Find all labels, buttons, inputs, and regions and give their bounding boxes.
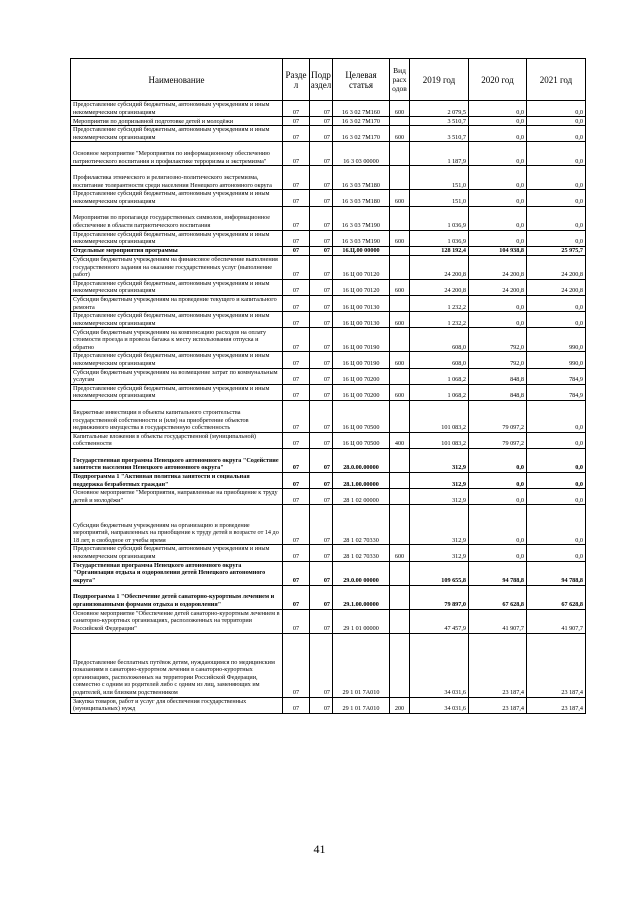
row-celevaya: 16 3 02 7М170 xyxy=(333,117,390,126)
row-celevaya: 16.Ц.00 00000 xyxy=(333,246,390,255)
row-celevaya: 16 Ц 00 70190 xyxy=(333,352,390,368)
row-podrazdel: 07 xyxy=(310,585,333,609)
row-podrazdel: 07 xyxy=(310,633,333,697)
row-2019: 1 232,2 xyxy=(410,295,469,311)
table-row xyxy=(71,206,586,230)
row-razdel: 07 xyxy=(283,505,310,545)
row-celevaya: 16 3 03 7М180 xyxy=(333,166,390,190)
table-row xyxy=(71,432,586,448)
table-row xyxy=(71,585,586,609)
row-2020: 79 097,2 xyxy=(469,400,527,432)
row-2021: 25 975,7 xyxy=(527,246,586,255)
row-2020: 848,8 xyxy=(469,368,527,384)
row-2021: 24 200,8 xyxy=(527,279,586,295)
row-2021: 784,9 xyxy=(527,368,586,384)
row-2021: 0,0 xyxy=(527,449,586,473)
row-2019: 151,0 xyxy=(410,190,469,206)
row-2021: 0,0 xyxy=(527,400,586,432)
row-2019: 1 187,9 xyxy=(410,142,469,166)
row-2020: 67 628,8 xyxy=(469,585,527,609)
row-razdel: 07 xyxy=(283,384,310,400)
row-2019: 34 031,6 xyxy=(410,633,469,697)
row-2021: 0,0 xyxy=(527,206,586,230)
row-podrazdel: 07 xyxy=(310,449,333,473)
row-2019: 101 083,2 xyxy=(410,432,469,448)
table-row xyxy=(71,561,586,585)
row-razdel: 07 xyxy=(283,206,310,230)
row-podrazdel: 07 xyxy=(310,545,333,561)
col-razdel-header: Разде л xyxy=(283,59,310,101)
row-name: Предоставление субсидий бюджетным, автономным учреждениям и иным некоммерческим организациям xyxy=(71,312,283,328)
row-celevaya: 16 Ц 00 70120 xyxy=(333,279,390,295)
row-2021: 0,0 xyxy=(527,142,586,166)
row-razdel: 07 xyxy=(283,190,310,206)
row-razdel: 07 xyxy=(283,432,310,448)
col-podrazdel-header: Подр аздел xyxy=(310,59,333,101)
row-celevaya: 16 Ц 00 70200 xyxy=(333,384,390,400)
row-2019: 608,0 xyxy=(410,352,469,368)
row-2019: 1 036,9 xyxy=(410,230,469,246)
row-name: Предоставление субсидий бюджетным, автономным учреждениям и иным некоммерческим организациям xyxy=(71,126,283,142)
row-2020: 0,0 xyxy=(469,545,527,561)
row-podrazdel: 07 xyxy=(310,328,333,352)
row-podrazdel: 07 xyxy=(310,101,333,117)
row-vid: 600 xyxy=(390,190,410,206)
row-2020: 0,0 xyxy=(469,101,527,117)
row-2021: 0,0 xyxy=(527,473,586,489)
row-name: Субсидии бюджетным учреждениям на возмещение затрат по коммунальным услугам xyxy=(71,368,283,384)
row-celevaya: 16 3 03 7М180 xyxy=(333,190,390,206)
row-2020: 0,0 xyxy=(469,230,527,246)
row-2021: 0,0 xyxy=(527,166,586,190)
table-row xyxy=(71,697,586,713)
row-name: Предоставление субсидий бюджетным, автономным учреждениям и иным некоммерческим организациям xyxy=(71,190,283,206)
row-2021: 0,0 xyxy=(527,101,586,117)
row-2021: 23 187,4 xyxy=(527,697,586,713)
row-celevaya: 29.0.00 00000 xyxy=(333,561,390,585)
row-razdel: 07 xyxy=(283,312,310,328)
row-2020: 23 187,4 xyxy=(469,697,527,713)
row-vid xyxy=(390,561,410,585)
row-2019: 47 457,9 xyxy=(410,609,469,633)
row-vid xyxy=(390,449,410,473)
col-celevaya-header: Целевая статья xyxy=(333,59,390,101)
table-row xyxy=(71,449,586,473)
row-razdel: 07 xyxy=(283,473,310,489)
row-podrazdel: 07 xyxy=(310,230,333,246)
row-celevaya: 28 1 02 70330 xyxy=(333,505,390,545)
row-celevaya: 29 1 01 7А010 xyxy=(333,697,390,713)
row-2021: 67 628,8 xyxy=(527,585,586,609)
row-celevaya: 29 1 01 7А010 xyxy=(333,633,390,697)
row-2019: 312,9 xyxy=(410,489,469,505)
table-row xyxy=(71,126,586,142)
table-row xyxy=(71,545,586,561)
row-vid xyxy=(390,489,410,505)
row-name: Основное мероприятие "Мероприятия, направленные на приобщение к труду детей и молодёжи" xyxy=(71,489,283,505)
row-vid xyxy=(390,368,410,384)
row-2019: 1 068,2 xyxy=(410,384,469,400)
row-celevaya: 16 3 03 7М190 xyxy=(333,206,390,230)
table-row xyxy=(71,255,586,279)
table-row xyxy=(71,400,586,432)
table-row xyxy=(71,230,586,246)
row-name: Предоставление субсидий бюджетным, автономным учреждениям и иным некоммерческим организациям xyxy=(71,545,283,561)
row-vid: 600 xyxy=(390,352,410,368)
row-2020: 24 200,8 xyxy=(469,279,527,295)
row-2019: 2 079,5 xyxy=(410,101,469,117)
row-2020: 848,8 xyxy=(469,384,527,400)
row-2021: 0,0 xyxy=(527,230,586,246)
row-celevaya: 16 Ц 00 70130 xyxy=(333,312,390,328)
col-2021-header: 2021 год xyxy=(527,59,586,101)
row-2019: 608,0 xyxy=(410,328,469,352)
row-podrazdel: 07 xyxy=(310,697,333,713)
row-name: Основное мероприятие "Мероприятия по информационному обеспечению патриотического воспитания и профилактике терроризма и экстремизма" xyxy=(71,142,283,166)
row-2021: 0,0 xyxy=(527,295,586,311)
row-2019: 1 068,2 xyxy=(410,368,469,384)
row-razdel: 07 xyxy=(283,255,310,279)
row-vid xyxy=(390,633,410,697)
row-name: Субсидии бюджетным учреждениям на проведение текущего и капитального ремонта xyxy=(71,295,283,311)
row-2019: 24 200,8 xyxy=(410,255,469,279)
row-2021: 0,0 xyxy=(527,489,586,505)
row-2021: 23 187,4 xyxy=(527,633,586,697)
row-razdel: 07 xyxy=(283,246,310,255)
budget-table xyxy=(70,58,586,714)
row-podrazdel: 07 xyxy=(310,190,333,206)
row-2020: 0,0 xyxy=(469,126,527,142)
row-razdel: 07 xyxy=(283,368,310,384)
row-2021: 94 788,8 xyxy=(527,561,586,585)
row-name: Субсидии бюджетным учреждениям на организацию и проведение мероприятий, направленных на приобщение к труду детей в возрасте от 14 до 18 лет, в свободное от учебы время xyxy=(71,505,283,545)
row-2020: 94 788,8 xyxy=(469,561,527,585)
row-podrazdel: 07 xyxy=(310,489,333,505)
row-2021: 990,0 xyxy=(527,352,586,368)
row-2021: 784,9 xyxy=(527,384,586,400)
row-2021: 0,0 xyxy=(527,432,586,448)
table-row xyxy=(71,489,586,505)
row-vid: 200 xyxy=(390,697,410,713)
row-name: Бюджетные инвестиции в объекты капитального строительства государственной собственности и (или) на приобретение объектов недвижимого имущества в государственную собственность xyxy=(71,400,283,432)
table-row xyxy=(71,101,586,117)
row-vid xyxy=(390,400,410,432)
row-name: Государственная программа Ненецкого автономного округа "Организация отдыха и оздоровления детей Ненецкого автономного округа" xyxy=(71,561,283,585)
row-vid xyxy=(390,328,410,352)
row-podrazdel: 07 xyxy=(310,312,333,328)
row-name: Мероприятия по допризывной подготовке детей и молодёжи xyxy=(71,117,283,126)
row-2021: 0,0 xyxy=(527,117,586,126)
row-razdel: 07 xyxy=(283,295,310,311)
row-2021: 0,0 xyxy=(527,312,586,328)
row-name: Отдельные мероприятия программы xyxy=(71,246,283,255)
row-2019: 24 200,8 xyxy=(410,279,469,295)
row-vid: 600 xyxy=(390,384,410,400)
row-podrazdel: 07 xyxy=(310,166,333,190)
row-vid xyxy=(390,295,410,311)
row-podrazdel: 07 xyxy=(310,126,333,142)
row-2020: 41 907,7 xyxy=(469,609,527,633)
table-row xyxy=(71,295,586,311)
table-row xyxy=(71,473,586,489)
col-2020-header: 2020 год xyxy=(469,59,527,101)
row-name: Предоставление субсидий бюджетным, автономным учреждениям и иным некоммерческим организациям xyxy=(71,384,283,400)
table-row xyxy=(71,312,586,328)
row-razdel: 07 xyxy=(283,126,310,142)
row-celevaya: 16 Ц 00 70120 xyxy=(333,255,390,279)
row-vid xyxy=(390,142,410,166)
row-name: Государственная программа Ненецкого автономного округа "Содействие занятости населения Ненецкого автономного округа" xyxy=(71,449,283,473)
row-name: Основное мероприятие "Обеспечение детей санаторно-курортным лечением в санаторно-курортных организациях, расположенных на территории Российской Федерации" xyxy=(71,609,283,633)
row-podrazdel: 07 xyxy=(310,505,333,545)
row-razdel: 07 xyxy=(283,279,310,295)
row-razdel: 07 xyxy=(283,117,310,126)
row-razdel: 07 xyxy=(283,101,310,117)
row-vid xyxy=(390,473,410,489)
row-2020: 792,0 xyxy=(469,328,527,352)
budget-sheet xyxy=(70,58,585,714)
row-name: Субсидии бюджетным учреждениям на финансовое обеспечение выполнения государственного задания на оказание государственных услуг (выполнение работ) xyxy=(71,255,283,279)
row-razdel: 07 xyxy=(283,633,310,697)
row-vid xyxy=(390,246,410,255)
row-razdel: 07 xyxy=(283,166,310,190)
row-2020: 0,0 xyxy=(469,166,527,190)
row-2019: 151,0 xyxy=(410,166,469,190)
row-2019: 79 897,0 xyxy=(410,585,469,609)
table-row xyxy=(71,246,586,255)
row-celevaya: 28.1.00.00000 xyxy=(333,473,390,489)
row-name: Предоставление субсидий бюджетным, автономным учреждениям и иным некоммерческим организациям xyxy=(71,101,283,117)
row-name: Капитальные вложения в объекты государственной (муниципальной) собственности xyxy=(71,432,283,448)
row-celevaya: 29 1 01 00000 xyxy=(333,609,390,633)
table-row xyxy=(71,368,586,384)
row-name: Предоставление бесплатных путёвок детям, нуждающимся по медицинским показаниям в санаторно-курортном лечении в санаторно-курортных организациях, расположенных на территории Российской Федерации, совместно с одним из родителей либо с одним из лиц, заменяющих им родителей, или близким родственником xyxy=(71,633,283,697)
row-name: Предоставление субсидий бюджетным, автономным учреждениям и иным некоммерческим организациям xyxy=(71,230,283,246)
row-podrazdel: 07 xyxy=(310,279,333,295)
row-podrazdel: 07 xyxy=(310,142,333,166)
row-2020: 0,0 xyxy=(469,206,527,230)
row-celevaya: 16 Ц 00 70130 xyxy=(333,295,390,311)
row-2020: 104 938,8 xyxy=(469,246,527,255)
row-2021: 0,0 xyxy=(527,505,586,545)
row-vid xyxy=(390,585,410,609)
row-vid: 600 xyxy=(390,101,410,117)
row-name: Предоставление субсидий бюджетным, автономным учреждениям и иным некоммерческим организациям xyxy=(71,352,283,368)
row-2019: 312,9 xyxy=(410,449,469,473)
row-2019: 1 036,9 xyxy=(410,206,469,230)
table-row xyxy=(71,117,586,126)
row-celevaya: 16 Ц 00 70200 xyxy=(333,368,390,384)
row-2020: 0,0 xyxy=(469,117,527,126)
row-2020: 79 097,2 xyxy=(469,432,527,448)
row-razdel: 07 xyxy=(283,230,310,246)
row-name: Подпрограмма 1 "Активная политика занятости и социальная поддержка безработных граждан" xyxy=(71,473,283,489)
table-row xyxy=(71,633,586,697)
row-vid: 600 xyxy=(390,230,410,246)
row-2021: 0,0 xyxy=(527,126,586,142)
row-razdel: 07 xyxy=(283,585,310,609)
row-2019: 34 031,6 xyxy=(410,697,469,713)
col-2019-header: 2019 год xyxy=(410,59,469,101)
row-2020: 0,0 xyxy=(469,449,527,473)
row-2020: 0,0 xyxy=(469,489,527,505)
row-2020: 0,0 xyxy=(469,473,527,489)
row-2020: 23 187,4 xyxy=(469,633,527,697)
row-vid xyxy=(390,206,410,230)
row-name: Мероприятия по пропаганде государственных символов, информационное обеспечение в области патриотического воспитания xyxy=(71,206,283,230)
row-podrazdel: 07 xyxy=(310,368,333,384)
row-celevaya: 16 3 03 00000 xyxy=(333,142,390,166)
row-razdel: 07 xyxy=(283,400,310,432)
row-2019: 128 192,4 xyxy=(410,246,469,255)
row-razdel: 07 xyxy=(283,449,310,473)
row-razdel: 07 xyxy=(283,609,310,633)
row-razdel: 07 xyxy=(283,545,310,561)
row-celevaya: 28.0.00.00000 xyxy=(333,449,390,473)
row-podrazdel: 07 xyxy=(310,295,333,311)
row-2019: 109 655,8 xyxy=(410,561,469,585)
row-2020: 24 200,8 xyxy=(469,255,527,279)
row-name: Предоставление субсидий бюджетным, автономным учреждениям и иным некоммерческим организациям xyxy=(71,279,283,295)
table-row xyxy=(71,352,586,368)
row-2019: 312,9 xyxy=(410,473,469,489)
table-row xyxy=(71,384,586,400)
table-row xyxy=(71,279,586,295)
row-2020: 0,0 xyxy=(469,505,527,545)
row-name: Профилактика этнического и религиозно-политического экстремизма, воспитание толерантности среди населения Ненецкого автономного округа xyxy=(71,166,283,190)
row-vid xyxy=(390,505,410,545)
row-2021: 0,0 xyxy=(527,190,586,206)
row-2019: 101 083,2 xyxy=(410,400,469,432)
row-podrazdel: 07 xyxy=(310,432,333,448)
row-2020: 0,0 xyxy=(469,312,527,328)
row-2020: 792,0 xyxy=(469,352,527,368)
row-2019: 312,9 xyxy=(410,545,469,561)
row-2021: 41 907,7 xyxy=(527,609,586,633)
row-vid: 600 xyxy=(390,545,410,561)
row-podrazdel: 07 xyxy=(310,255,333,279)
row-2021: 24 200,8 xyxy=(527,255,586,279)
row-vid xyxy=(390,166,410,190)
row-podrazdel: 07 xyxy=(310,400,333,432)
col-vid-header: Вид расх одов xyxy=(390,59,410,101)
row-vid: 600 xyxy=(390,279,410,295)
row-celevaya: 16 3 02 7М160 xyxy=(333,101,390,117)
row-name: Субсидии бюджетным учреждениям на компенсацию расходов на оплату стоимости проезда и провоза багажа к месту использования отпуска и обратно xyxy=(71,328,283,352)
row-name: Закупка товаров, работ и услуг для обеспечения государственных (муниципальных) нужд xyxy=(71,697,283,713)
row-podrazdel: 07 xyxy=(310,609,333,633)
table-row xyxy=(71,166,586,190)
row-podrazdel: 07 xyxy=(310,561,333,585)
row-celevaya: 16 Ц 00 70500 xyxy=(333,432,390,448)
row-celevaya: 29.1.00.00000 xyxy=(333,585,390,609)
row-razdel: 07 xyxy=(283,328,310,352)
row-vid xyxy=(390,255,410,279)
row-podrazdel: 07 xyxy=(310,352,333,368)
row-vid xyxy=(390,117,410,126)
row-celevaya: 28 1 02 00000 xyxy=(333,489,390,505)
table-body xyxy=(71,101,586,714)
row-razdel: 07 xyxy=(283,142,310,166)
row-celevaya: 16 3 02 7М170 xyxy=(333,126,390,142)
table-row xyxy=(71,328,586,352)
table-row xyxy=(71,505,586,545)
row-2020: 0,0 xyxy=(469,295,527,311)
row-2019: 1 232,2 xyxy=(410,312,469,328)
row-vid xyxy=(390,609,410,633)
row-podrazdel: 07 xyxy=(310,384,333,400)
row-celevaya: 28 1 02 70330 xyxy=(333,545,390,561)
table-row xyxy=(71,609,586,633)
row-razdel: 07 xyxy=(283,697,310,713)
col-name-header: Наименование xyxy=(71,59,283,101)
row-2020: 0,0 xyxy=(469,190,527,206)
row-2020: 0,0 xyxy=(469,142,527,166)
header-row xyxy=(71,59,586,101)
row-razdel: 07 xyxy=(283,489,310,505)
row-2021: 990,0 xyxy=(527,328,586,352)
row-vid: 600 xyxy=(390,126,410,142)
row-2021: 0,0 xyxy=(527,545,586,561)
row-podrazdel: 07 xyxy=(310,117,333,126)
row-podrazdel: 07 xyxy=(310,473,333,489)
row-celevaya: 16 Ц 00 70190 xyxy=(333,328,390,352)
row-razdel: 07 xyxy=(283,352,310,368)
row-vid: 600 xyxy=(390,312,410,328)
row-vid: 400 xyxy=(390,432,410,448)
row-razdel: 07 xyxy=(283,561,310,585)
page-number: 41 xyxy=(313,842,326,856)
row-celevaya: 16 3 03 7М190 xyxy=(333,230,390,246)
row-name: Подпрограмма 1 "Обеспечение детей санаторно-курортным лечением и организованными формами отдыха и оздоровления" xyxy=(71,585,283,609)
row-celevaya: 16 Ц 00 70500 xyxy=(333,400,390,432)
row-podrazdel: 07 xyxy=(310,206,333,230)
row-2019: 3 510,7 xyxy=(410,117,469,126)
row-2019: 312,9 xyxy=(410,505,469,545)
table-row xyxy=(71,142,586,166)
table-row xyxy=(71,190,586,206)
row-podrazdel: 07 xyxy=(310,246,333,255)
row-2019: 3 510,7 xyxy=(410,126,469,142)
